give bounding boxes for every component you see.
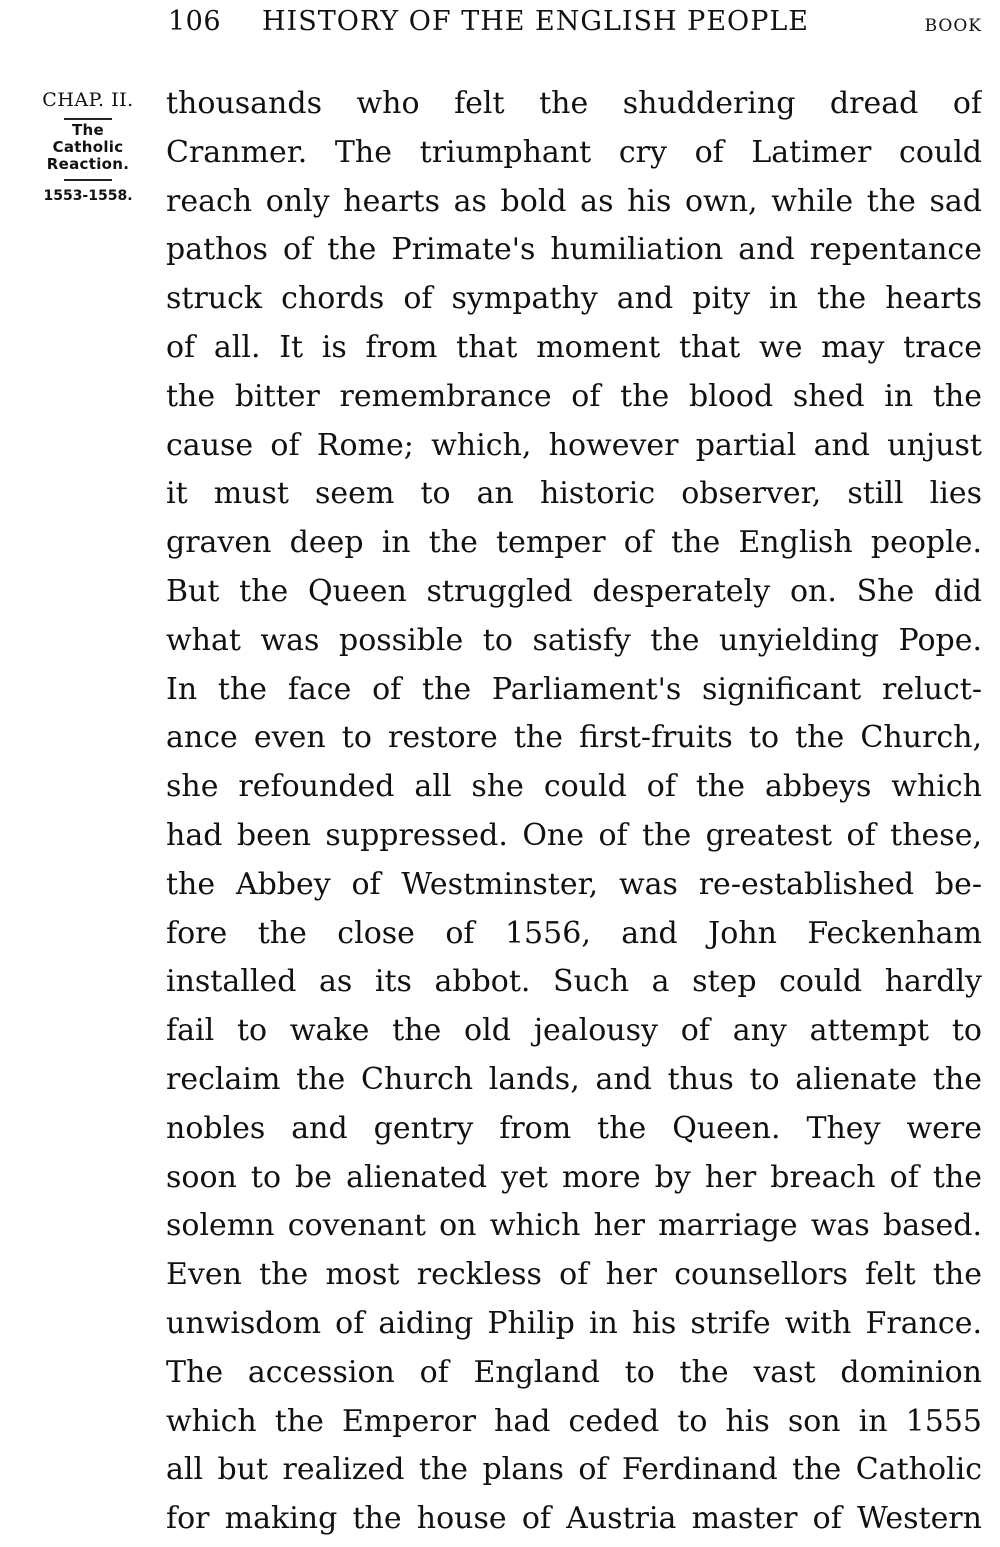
book-label: BOOK — [924, 16, 982, 36]
text-line: for making the house of Austria master of Western — [166, 1501, 982, 1537]
text-line: of all. It is from that moment that we may trace — [166, 329, 982, 365]
text-line: had been suppressed. One of the greatest of these, — [166, 817, 982, 853]
text-line: nobles and gentry from the Queen. They were — [166, 1110, 982, 1146]
text-line: fail to wake the old jealousy of any attempt to — [166, 1013, 982, 1049]
text-line: unwisdom of aiding Philip in his strife with France. — [166, 1305, 982, 1341]
margin-topic-line: Reaction. — [46, 155, 130, 173]
text-line: pathos of the Primate's humiliation and repentance — [166, 232, 982, 268]
margin-rule-bottom — [64, 179, 112, 181]
margin-topic-line: The — [72, 121, 104, 139]
text-line: soon to be alienated yet more by her breach of the — [166, 1159, 982, 1195]
text-line: In the face of the Parliament's significant reluct- — [166, 671, 982, 707]
running-title: HISTORY OF THE ENGLISH PEOPLE — [262, 6, 809, 37]
text-line: installed as its abbot. Such a step could hardly — [166, 964, 982, 1000]
text-line: she refounded all she could of the abbeys which — [166, 769, 982, 805]
body-text — [166, 80, 982, 1544]
text-line: the bitter remembrance of the blood shed in the — [166, 378, 982, 414]
margin-rule-top — [64, 118, 112, 120]
text-line: solemn covenant on which her marriage was based. — [166, 1208, 982, 1244]
margin-dates: 1553-1558. — [43, 188, 133, 204]
text-line: fore the close of 1556, and John Feckenham — [166, 915, 982, 951]
page-number: 106 — [168, 6, 222, 37]
text-line: Even the most reckless of her counsellors felt the — [166, 1257, 982, 1293]
text-line: struck chords of sympathy and pity in the hearts — [166, 281, 982, 317]
margin-topic — [28, 122, 148, 173]
text-line: The accession of England to the vast dominion — [166, 1354, 982, 1390]
margin-chapter: CHAP. II. — [42, 89, 134, 111]
text-line: But the Queen struggled desperately on. She did — [166, 573, 982, 609]
text-line: all but realized the plans of Ferdinand the Catholic — [166, 1452, 982, 1488]
text-line: reclaim the Church lands, and thus to alienate the — [166, 1061, 982, 1097]
text-line: ance even to restore the first-fruits to the Church, — [166, 720, 982, 756]
text-line: graven deep in the temper of the English people. — [166, 525, 982, 561]
margin-topic-line: Catholic — [52, 138, 124, 156]
text-line: Cranmer. The triumphant cry of Latimer could — [166, 134, 982, 170]
text-line: it must seem to an historic observer, still lies — [166, 476, 982, 512]
text-line: reach only hearts as bold as his own, while the sad — [166, 183, 982, 219]
text-line: which the Emperor had ceded to his son in 1555 — [166, 1403, 982, 1439]
text-line: cause of Rome; which, however partial and unjust — [166, 427, 982, 463]
text-line: the Abbey of Westminster, was re-established be- — [166, 866, 982, 902]
running-head — [0, 6, 1000, 46]
margin-notes — [28, 88, 148, 205]
text-line: what was possible to satisfy the unyielding Pope. — [166, 622, 982, 658]
text-line: thousands who felt the shuddering dread of — [166, 86, 982, 121]
